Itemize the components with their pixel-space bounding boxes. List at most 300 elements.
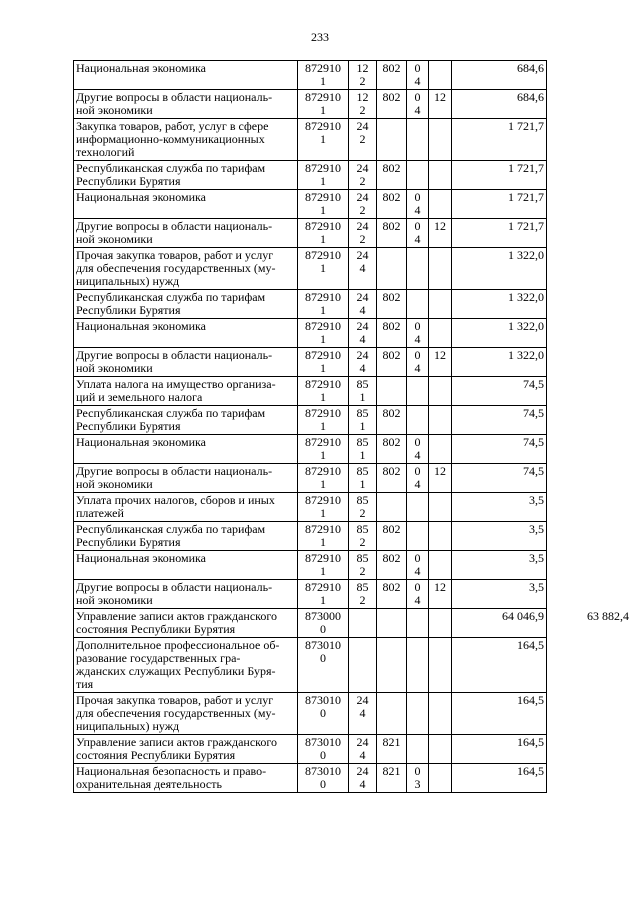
cell-text-line: 85 xyxy=(356,522,369,536)
ministry-code-cell xyxy=(377,693,407,735)
target-article-code-cell xyxy=(298,377,349,406)
cell-text: 164,5 xyxy=(517,764,544,778)
cell-text-line: 872910 xyxy=(305,248,341,262)
cell-text-line: 2 xyxy=(359,203,366,217)
cell-text-line: 873010 xyxy=(305,638,341,652)
cell-text-line: 24 xyxy=(356,290,369,304)
cell-text-line: 872910 xyxy=(305,90,341,104)
subsection-code-cell xyxy=(429,161,452,190)
table-row xyxy=(74,119,632,161)
amount-next-cell xyxy=(547,580,632,609)
expense-type-cell xyxy=(349,609,377,638)
cell-text-line: 85 xyxy=(356,551,369,565)
amount-next-cell xyxy=(547,764,632,793)
row-name-cell xyxy=(74,464,298,493)
amount-next-cell xyxy=(547,638,632,693)
cell-text-line: 873000 xyxy=(305,609,341,623)
cell-text-line: 872910 xyxy=(305,161,341,175)
amount-next-cell xyxy=(547,377,632,406)
cell-text-line: 4 xyxy=(359,777,366,791)
cell-text-line: 12 xyxy=(356,90,369,104)
target-article-code-cell xyxy=(298,319,349,348)
section-code-cell xyxy=(407,435,429,464)
cell-text: 1 721,7 xyxy=(508,219,544,233)
cell-text-line: 4 xyxy=(359,361,366,375)
ministry-code-cell xyxy=(377,638,407,693)
ministry-code-cell xyxy=(377,406,407,435)
amount-next-cell xyxy=(547,190,632,219)
cell-text: 3,5 xyxy=(529,522,544,536)
cell-text-line: 872910 xyxy=(305,119,341,133)
section-code-cell xyxy=(407,290,429,319)
ministry-code-cell xyxy=(377,493,407,522)
cell-text-line: 1 xyxy=(320,419,326,433)
cell-text-line: 2 xyxy=(359,506,366,520)
cell-text: 821 xyxy=(382,764,401,778)
table-row xyxy=(74,377,632,406)
amount-next-cell xyxy=(547,464,632,493)
ministry-code-cell xyxy=(377,464,407,493)
expense-type-cell xyxy=(349,161,377,190)
cell-text-line: 4 xyxy=(414,564,421,578)
cell-text-line: 24 xyxy=(356,735,369,749)
cell-text-line: 0 xyxy=(414,348,421,362)
cell-text: 821 xyxy=(382,735,401,749)
target-article-code-cell xyxy=(298,348,349,377)
section-code-cell xyxy=(407,248,429,290)
cell-text: 164,5 xyxy=(517,638,544,652)
table-row xyxy=(74,90,632,119)
cell-text-line: Республики Бурятия xyxy=(76,419,181,433)
budget-table xyxy=(73,60,631,793)
table-row xyxy=(74,638,632,693)
cell-text-line: 85 xyxy=(356,435,369,449)
amount-cell xyxy=(452,290,547,319)
cell-text-line: 4 xyxy=(359,303,366,317)
target-article-code-cell xyxy=(298,551,349,580)
amount-cell xyxy=(452,348,547,377)
subsection-code-cell xyxy=(429,609,452,638)
cell-text-line: 1 xyxy=(320,132,326,146)
cell-text-line: 4 xyxy=(414,232,421,246)
cell-text: 684,6 xyxy=(517,61,544,75)
cell-text-line: 1 xyxy=(320,361,326,375)
amount-cell xyxy=(452,61,547,90)
expense-type-cell xyxy=(349,693,377,735)
subsection-code-cell xyxy=(429,764,452,793)
cell-text: 74,5 xyxy=(523,406,544,420)
cell-text-line: 4 xyxy=(359,706,366,720)
amount-next-cell xyxy=(547,609,632,638)
cell-text-line: 0 xyxy=(414,551,421,565)
cell-text-line: 0 xyxy=(414,90,421,104)
cell-text-line: 872910 xyxy=(305,377,341,391)
target-article-code-cell xyxy=(298,61,349,90)
target-article-code-cell xyxy=(298,522,349,551)
cell-text-line: ниципальных) нужд xyxy=(76,719,180,733)
subsection-code-cell xyxy=(429,290,452,319)
table-row xyxy=(74,609,632,638)
section-code-cell xyxy=(407,219,429,248)
cell-text-line xyxy=(409,262,426,275)
expense-type-cell xyxy=(349,735,377,764)
cell-text-line: 1 xyxy=(320,332,326,346)
row-name-cell xyxy=(74,290,298,319)
subsection-code-cell xyxy=(429,377,452,406)
cell-text-line: Республиканская служба по тарифам xyxy=(76,522,266,536)
cell-text-line xyxy=(409,304,426,317)
cell-text: 1 322,0 xyxy=(508,319,544,333)
subsection-code-cell xyxy=(429,693,452,735)
amount-next-cell xyxy=(547,435,632,464)
cell-text-line: 0 xyxy=(320,706,326,720)
row-name-cell xyxy=(74,522,298,551)
cell-text-line: 24 xyxy=(356,319,369,333)
cell-text-line: Национальная экономика xyxy=(76,435,206,449)
cell-text: 1 322,0 xyxy=(508,348,544,362)
cell-text-line: 85 xyxy=(356,406,369,420)
subsection-code-cell xyxy=(429,90,452,119)
cell-text-line xyxy=(409,749,426,762)
row-name-cell xyxy=(74,119,298,161)
cell-text: 1 322,0 xyxy=(508,248,544,262)
cell-text-line: для обеспечения государственных (му- xyxy=(76,706,276,720)
cell-text: 1 721,7 xyxy=(508,119,544,133)
amount-next-cell xyxy=(547,406,632,435)
page-number: 233 xyxy=(311,30,329,44)
amount-cell xyxy=(452,551,547,580)
cell-text-line: 2 xyxy=(359,564,366,578)
cell-text-line: Республиканская служба по тарифам xyxy=(76,406,266,420)
amount-next-cell xyxy=(547,161,632,190)
amount-next-cell xyxy=(547,61,632,90)
ministry-code-cell xyxy=(377,190,407,219)
expense-type-cell xyxy=(349,319,377,348)
ministry-code-cell xyxy=(377,219,407,248)
cell-text-line: ций и земельного налога xyxy=(76,390,203,404)
section-code-cell xyxy=(407,190,429,219)
subsection-code-cell xyxy=(429,119,452,161)
cell-text-line: 0 xyxy=(414,464,421,478)
target-article-code-cell xyxy=(298,693,349,735)
row-name-cell xyxy=(74,190,298,219)
ministry-code-cell xyxy=(377,90,407,119)
table-row xyxy=(74,522,632,551)
amount-cell xyxy=(452,493,547,522)
cell-text-line: 1 xyxy=(320,506,326,520)
subsection-code-cell xyxy=(429,638,452,693)
cell-text-line: 873010 xyxy=(305,693,341,707)
expense-type-cell xyxy=(349,406,377,435)
subsection-code-cell xyxy=(429,248,452,290)
row-name-cell xyxy=(74,638,298,693)
amount-cell xyxy=(452,119,547,161)
target-article-code-cell xyxy=(298,638,349,693)
row-name-cell xyxy=(74,764,298,793)
target-article-code-cell xyxy=(298,609,349,638)
section-code-cell xyxy=(407,377,429,406)
table-row xyxy=(74,161,632,190)
cell-text-line: 2 xyxy=(359,132,366,146)
cell-text-line: 0 xyxy=(320,651,326,665)
cell-text-line: ной экономики xyxy=(76,232,153,246)
cell-text: 684,6 xyxy=(517,90,544,104)
expense-type-cell xyxy=(349,90,377,119)
cell-text-line: 0 xyxy=(320,748,326,762)
ministry-code-cell xyxy=(377,522,407,551)
row-name-cell xyxy=(74,348,298,377)
ministry-code-cell xyxy=(377,290,407,319)
cell-text-line: 872910 xyxy=(305,61,341,75)
section-code-cell xyxy=(407,609,429,638)
cell-text-line: Республиканская служба по тарифам xyxy=(76,161,266,175)
cell-text-line: 24 xyxy=(356,693,369,707)
cell-text-line: ной экономики xyxy=(76,103,153,117)
cell-text-line: Другие вопросы в области националь- xyxy=(76,464,273,478)
cell-text-line: Республики Бурятия xyxy=(76,303,181,317)
table-row xyxy=(74,406,632,435)
cell-text-line: Республики Бурятия xyxy=(76,174,181,188)
amount-cell xyxy=(452,161,547,190)
subsection-code-cell xyxy=(429,406,452,435)
cell-text-line: 0 xyxy=(414,219,421,233)
cell-text: 164,5 xyxy=(517,693,544,707)
cell-text-line: 0 xyxy=(414,319,421,333)
ministry-code-cell xyxy=(377,161,407,190)
ministry-code-cell xyxy=(377,248,407,290)
subsection-code-cell xyxy=(429,735,452,764)
cell-text-line: 2 xyxy=(359,535,366,549)
amount-next-cell xyxy=(547,119,632,161)
section-code-cell xyxy=(407,551,429,580)
row-name-cell xyxy=(74,248,298,290)
cell-text-line: Национальная экономика xyxy=(76,319,206,333)
cell-text-line: 873010 xyxy=(305,764,341,778)
cell-text-line: 873010 xyxy=(305,735,341,749)
cell-text-line: 4 xyxy=(414,332,421,346)
cell-text-line: 1 xyxy=(320,564,326,578)
subsection-code-cell xyxy=(429,348,452,377)
target-article-code-cell xyxy=(298,735,349,764)
cell-text-line: 4 xyxy=(414,103,421,117)
cell-text-line: 3 xyxy=(414,777,421,791)
cell-text-line: 85 xyxy=(356,377,369,391)
cell-text-line: Управление записи актов гражданского xyxy=(76,735,277,749)
cell-text-line: Уплата налога на имущество организа- xyxy=(76,377,276,391)
amount-next-cell xyxy=(547,290,632,319)
expense-type-cell xyxy=(349,61,377,90)
expense-type-cell xyxy=(349,551,377,580)
cell-text-line: 4 xyxy=(359,261,366,275)
cell-text: 1 721,7 xyxy=(508,190,544,204)
section-code-cell xyxy=(407,522,429,551)
row-name-cell xyxy=(74,435,298,464)
cell-text-line: 2 xyxy=(359,74,366,88)
subsection-code-cell xyxy=(429,493,452,522)
cell-text-line xyxy=(409,707,426,720)
cell-text-line: 85 xyxy=(356,580,369,594)
cell-text: 1 322,0 xyxy=(508,290,544,304)
subsection-code-cell xyxy=(429,61,452,90)
target-article-code-cell xyxy=(298,435,349,464)
expense-type-cell xyxy=(349,348,377,377)
cell-text-line xyxy=(409,623,426,636)
expense-type-cell xyxy=(349,638,377,693)
ministry-code-cell xyxy=(377,764,407,793)
table-row xyxy=(74,248,632,290)
amount-cell xyxy=(452,464,547,493)
cell-text-line: 1 xyxy=(320,477,326,491)
cell-text-line: 872910 xyxy=(305,522,341,536)
target-article-code-cell xyxy=(298,219,349,248)
section-code-cell xyxy=(407,61,429,90)
cell-text: 802 xyxy=(382,551,401,565)
ministry-code-cell xyxy=(377,61,407,90)
cell-text: 3,5 xyxy=(529,580,544,594)
amount-cell xyxy=(452,735,547,764)
cell-text-line: 2 xyxy=(359,593,366,607)
cell-text-line: 1 xyxy=(320,232,326,246)
cell-text-line: 872910 xyxy=(305,464,341,478)
amount-cell xyxy=(452,248,547,290)
ministry-code-cell xyxy=(377,348,407,377)
cell-text-line: 1 xyxy=(320,535,326,549)
table-row xyxy=(74,764,632,793)
cell-text-line: 1 xyxy=(359,448,366,462)
cell-text-line xyxy=(409,133,426,146)
cell-text-line: ной экономики xyxy=(76,593,153,607)
cell-text-line: ниципальных) нужд xyxy=(76,274,180,288)
subsection-code-cell xyxy=(429,219,452,248)
amount-cell xyxy=(452,435,547,464)
amount-cell xyxy=(452,90,547,119)
cell-text: 12 xyxy=(434,219,446,233)
cell-text-line: состояния Республики Бурятия xyxy=(76,748,236,762)
cell-text: 802 xyxy=(382,522,401,536)
cell-text-line: 872910 xyxy=(305,493,341,507)
row-name-cell xyxy=(74,580,298,609)
cell-text-line: Национальная экономика xyxy=(76,551,206,565)
cell-text: 1 721,7 xyxy=(508,161,544,175)
section-code-cell xyxy=(407,464,429,493)
cell-text-line: тия xyxy=(76,677,94,691)
cell-text: 802 xyxy=(382,90,401,104)
cell-text-line: 0 xyxy=(414,580,421,594)
section-code-cell xyxy=(407,693,429,735)
cell-text: 74,5 xyxy=(523,377,544,391)
cell-text: 64 046,9 xyxy=(502,609,544,623)
target-article-code-cell xyxy=(298,161,349,190)
cell-text-line: 1 xyxy=(320,103,326,117)
table-row xyxy=(74,464,632,493)
table-row xyxy=(74,348,632,377)
amount-next-cell xyxy=(547,522,632,551)
amount-next-cell xyxy=(547,90,632,119)
row-name-cell xyxy=(74,609,298,638)
cell-text-line: 4 xyxy=(414,203,421,217)
cell-text-line: 1 xyxy=(320,303,326,317)
cell-text-line: разование государственных гра- xyxy=(76,651,241,665)
ministry-code-cell xyxy=(377,319,407,348)
cell-text: 12 xyxy=(434,580,446,594)
row-name-cell xyxy=(74,406,298,435)
cell-text: 802 xyxy=(382,161,401,175)
section-code-cell xyxy=(407,319,429,348)
cell-text: 164,5 xyxy=(517,735,544,749)
cell-text: 802 xyxy=(382,290,401,304)
amount-cell xyxy=(452,522,547,551)
cell-text-line xyxy=(409,420,426,433)
expense-type-cell xyxy=(349,493,377,522)
cell-text-line: 4 xyxy=(414,74,421,88)
section-code-cell xyxy=(407,493,429,522)
cell-text-line: Закупка товаров, работ, услуг в сфере xyxy=(76,119,269,133)
table-row xyxy=(74,290,632,319)
cell-text: 802 xyxy=(382,219,401,233)
ministry-code-cell xyxy=(377,735,407,764)
table-row xyxy=(74,693,632,735)
cell-text-line: 872910 xyxy=(305,406,341,420)
target-article-code-cell xyxy=(298,464,349,493)
cell-text-line: 1 xyxy=(359,477,366,491)
amount-cell xyxy=(452,609,547,638)
cell-text-line: 1 xyxy=(359,390,366,404)
cell-text-line: для обеспечения государственных (му- xyxy=(76,261,276,275)
cell-text-line xyxy=(409,175,426,188)
cell-text-line: 4 xyxy=(414,593,421,607)
subsection-code-cell xyxy=(429,190,452,219)
table-row xyxy=(74,580,632,609)
cell-text-line: ной экономики xyxy=(76,477,153,491)
cell-text: 74,5 xyxy=(523,435,544,449)
cell-text-line: 2 xyxy=(359,103,366,117)
cell-text: 802 xyxy=(382,348,401,362)
cell-text-line: 1 xyxy=(320,74,326,88)
table-row xyxy=(74,435,632,464)
section-code-cell xyxy=(407,406,429,435)
cell-text-line: 0 xyxy=(320,622,326,636)
cell-text: 12 xyxy=(434,90,446,104)
target-article-code-cell xyxy=(298,290,349,319)
amount-cell xyxy=(452,764,547,793)
cell-text-line: Другие вопросы в области националь- xyxy=(76,580,273,594)
section-code-cell xyxy=(407,580,429,609)
amount-next-cell xyxy=(547,551,632,580)
target-article-code-cell xyxy=(298,190,349,219)
cell-text-line: 2 xyxy=(359,232,366,246)
cell-text-line: 872910 xyxy=(305,219,341,233)
cell-text-line: 24 xyxy=(356,219,369,233)
table-row xyxy=(74,319,632,348)
cell-text: 802 xyxy=(382,319,401,333)
cell-text-line: 1 xyxy=(359,419,366,433)
cell-text-line: 1 xyxy=(320,203,326,217)
cell-text-line: информационно-коммуникационных xyxy=(76,132,265,146)
cell-text-line: 24 xyxy=(356,764,369,778)
amount-cell xyxy=(452,638,547,693)
subsection-code-cell xyxy=(429,551,452,580)
cell-text-line: 0 xyxy=(320,777,326,791)
subsection-code-cell xyxy=(429,580,452,609)
subsection-code-cell xyxy=(429,464,452,493)
cell-text-line: 1 xyxy=(320,261,326,275)
amount-cell xyxy=(452,319,547,348)
row-name-cell xyxy=(74,735,298,764)
expense-type-cell xyxy=(349,580,377,609)
cell-text-line: 4 xyxy=(414,448,421,462)
table-row xyxy=(74,551,632,580)
cell-text-line: 24 xyxy=(356,190,369,204)
